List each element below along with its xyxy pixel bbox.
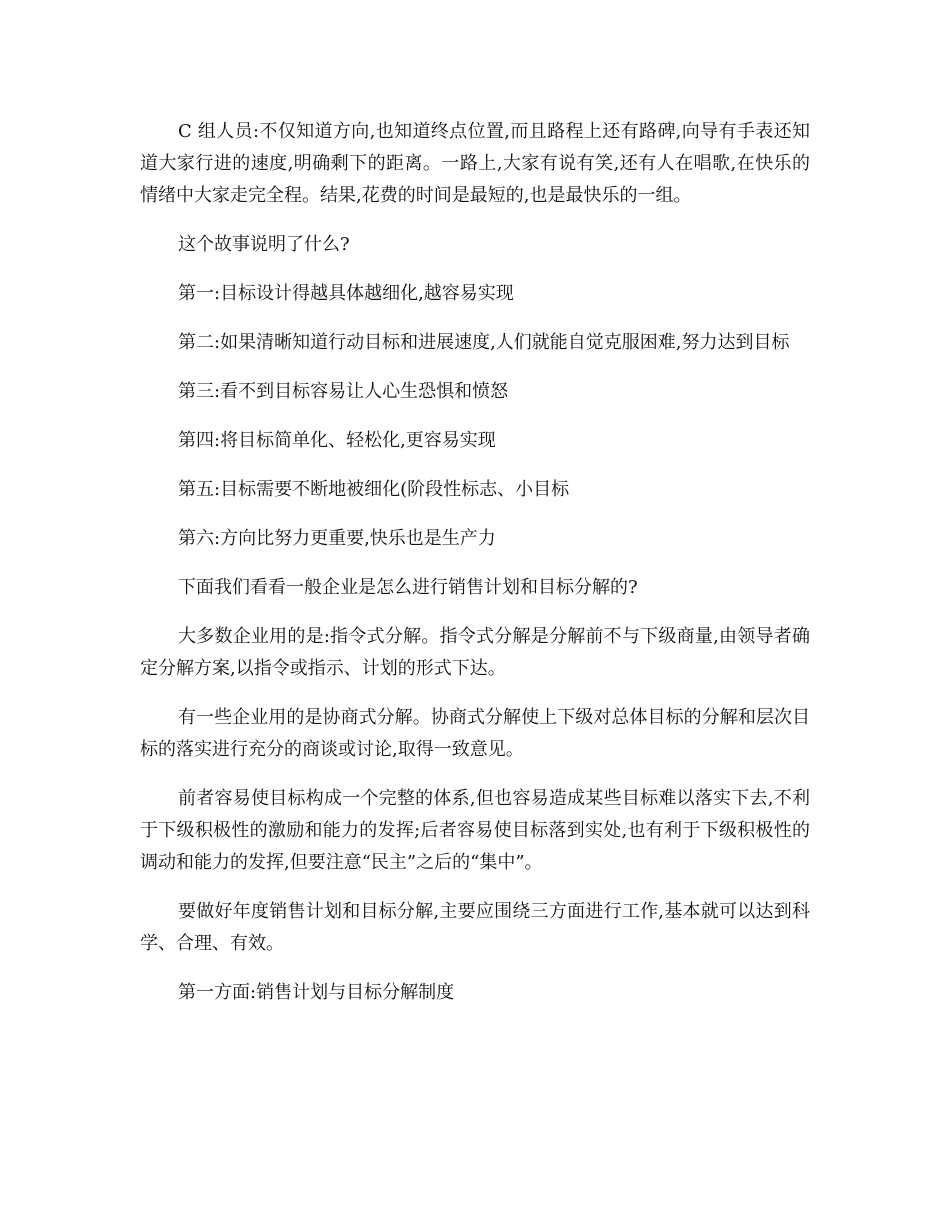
paragraph-point-1: 第一:目标设计得越具体越细化,越容易实现 (178, 283, 514, 304)
paragraph-point-6: 第六:方向比努力更重要,快乐也是生产力 (178, 528, 496, 549)
paragraph-comparison: 前者容易使目标构成一个完整的体系,但也容易造成某些目标难以落实下去,不利于下级积极性的激励和能力的发挥;后者容易使目标落到实处,也有利于下级积极性的调动和能力的发挥,但要注意“民主”之后的“集中”。 (140, 788, 810, 873)
paragraph-three-aspects: 要做好年度销售计划和目标分解,主要应围绕三方面进行工作,基本就可以达到科学、合理、有效。 (140, 901, 810, 954)
document-body (140, 116, 810, 1026)
paragraph-point-5: 第五:目标需要不断地被细化(阶段性标志、小目标 (178, 479, 570, 500)
paragraph-point-4: 第四:将目标简单化、轻松化,更容易实现 (178, 430, 496, 451)
paragraph-intro-sales-plan: 下面我们看看一般企业是怎么进行销售计划和目标分解的? (178, 577, 638, 598)
paragraph-point-3: 第三:看不到目标容易让人心生恐惧和愤怒 (178, 381, 509, 402)
paragraph-question: 这个故事说明了什么? (178, 234, 350, 255)
paragraph-group-c: C 组人员:不仅知道方向,也知道终点位置,而且路程上还有路碑,向导有手表还知道大家行进的速度,明确剩下的距离。一路上,大家有说有笑,还有人在唱歌,在快乐的情绪中大家走完全程。结果,花费的时间是最短的,也是最快乐的一组。 (140, 121, 810, 206)
paragraph-negotiated-decomposition: 有一些企业用的是协商式分解。协商式分解使上下级对总体目标的分解和层次目标的落实进行充分的商谈或讨论,取得一致意见。 (140, 707, 810, 760)
paragraph-aspect-1-heading: 第一方面:销售计划与目标分解制度 (178, 982, 455, 1003)
paragraph-directive-decomposition: 大多数企业用的是:指令式分解。指令式分解是分解前不与下级商量,由领导者确定分解方案,以指令或指示、计划的形式下达。 (140, 626, 810, 679)
paragraph-point-2: 第二:如果清晰知道行动目标和进展速度,人们就能自觉克服困难,努力达到目标 (178, 332, 790, 353)
